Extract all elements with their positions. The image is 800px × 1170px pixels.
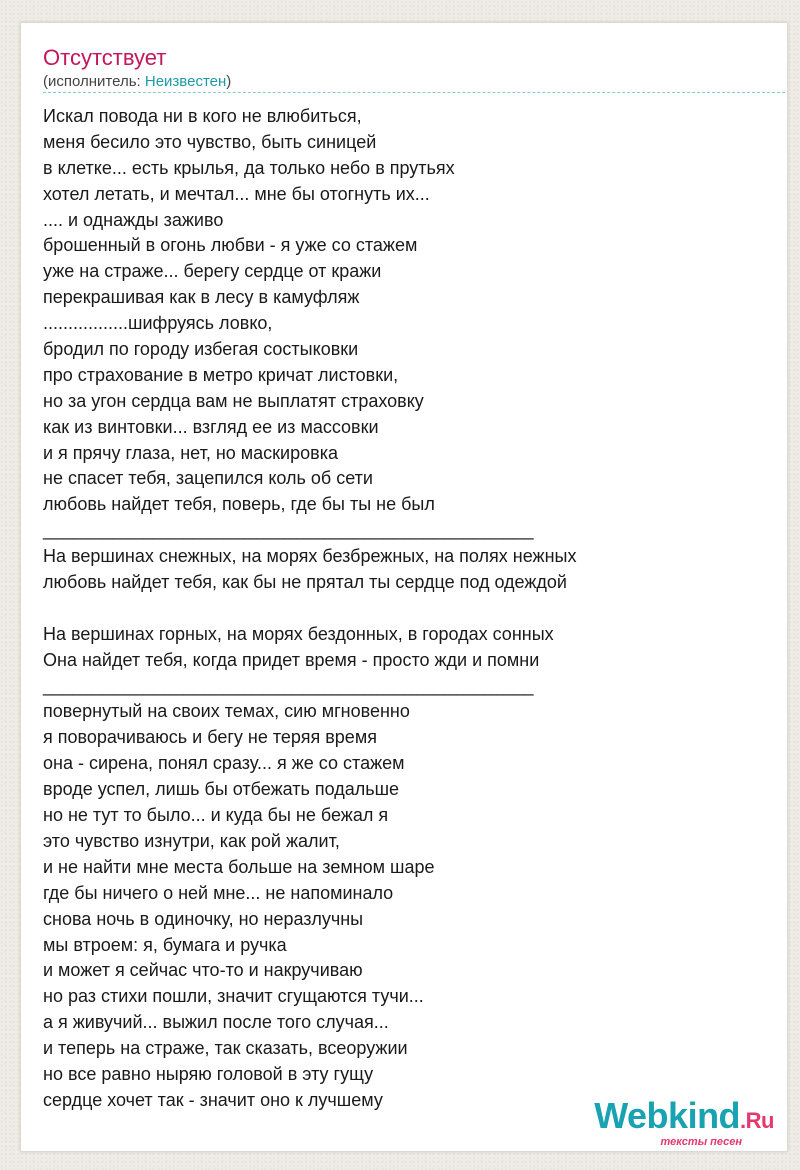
lyric-line: .................шифруясь ловко, xyxy=(43,313,273,334)
lyric-line: но все равно ныряю головой в эту гущу xyxy=(43,1063,374,1084)
lyric-line: Она найдет тебя, когда придет время - просто жди и помни xyxy=(43,649,540,670)
song-title: Отсутствует xyxy=(43,45,167,70)
artist-prefix: (исполнитель: xyxy=(43,73,145,90)
lyric-line: повернутый на своих темах, сию мгновенно xyxy=(43,701,410,722)
artist-suffix: ) xyxy=(226,73,232,90)
lyric-line: я поворачиваюсь и бегу не теряя время xyxy=(43,727,377,748)
lyric-line: вроде успел, лишь бы отбежать подальше xyxy=(43,779,400,800)
lyric-line: _________________________________________________ xyxy=(43,675,534,696)
lyric-line: и я прячу глаза, нет, но маскировка xyxy=(43,442,338,463)
lyric-line: любовь найдет тебя, как бы не прятал ты сердце под одеждой xyxy=(43,572,567,593)
lyric-line: сердце хочет так - значит оно к лучшему xyxy=(43,1089,383,1110)
lyric-line: как из винтовки... взгляд ее из массовки xyxy=(43,416,379,437)
logo-tld: .Ru xyxy=(740,1108,774,1133)
lyric-line: бродил по городу избегая состыковки xyxy=(43,339,359,360)
lyric-line: Искал повода ни в кого не влюбиться, xyxy=(43,106,362,126)
lyric-line: она - сирена, понял сразу... я же со стажем xyxy=(43,753,405,774)
lyric-line: На вершинах горных, на морях бездонных, в городах сонных xyxy=(43,623,554,644)
lyric-line: это чувство изнутри, как рой жалит, xyxy=(43,830,340,851)
lyric-line: любовь найдет тебя, поверь, где бы ты не был xyxy=(43,494,435,515)
lyric-line: перекрашивая как в лесу в камуфляж xyxy=(43,287,360,308)
lyric-line: хотел летать, и мечтал... мне бы отогнуть их... xyxy=(43,183,430,204)
lyrics-body xyxy=(43,104,576,1114)
logo-name: Webkind xyxy=(594,1095,741,1136)
lyric-line: но раз стихи пошли, значит сгущаются тучи... xyxy=(43,986,424,1007)
lyric-line: меня бесило это чувство, быть синицей xyxy=(43,131,377,152)
lyric-line: снова ночь в одиночку, но неразлучны xyxy=(43,908,364,929)
lyric-line: но за угон сердца вам не выплатят страховку xyxy=(43,390,424,411)
lyric-line: а я живучий... выжил после того случая... xyxy=(43,1012,389,1033)
lyric-line: _________________________________________________ xyxy=(43,520,534,541)
logo-tagline: тексты песен xyxy=(660,1136,742,1148)
header-divider xyxy=(43,92,785,93)
lyric-line: но не тут то было... и куда бы не бежал я xyxy=(43,805,389,826)
lyric-line: брошенный в огонь любви - я уже со стажем xyxy=(43,235,418,256)
logo-wordmark xyxy=(594,1095,774,1139)
lyric-line: уже на страже... берегу сердце от кражи xyxy=(43,261,382,282)
lyric-line: про страхование в метро кричат листовки, xyxy=(43,364,399,385)
artist-link[interactable]: Неизвестен xyxy=(144,73,227,90)
artist-line xyxy=(43,73,231,91)
lyric-line: .... и однажды заживо xyxy=(43,209,224,230)
lyric-line: На вершинах снежных, на морях безбрежных, на полях нежных xyxy=(43,546,577,567)
lyric-line: и теперь на страже, так сказать, всеоружии xyxy=(43,1038,408,1059)
lyric-line: не спасет тебя, зацепился коль об сети xyxy=(43,468,373,489)
lyric-line: в клетке... есть крылья, да только небо в прутьях xyxy=(43,157,455,178)
lyric-line: и не найти мне места больше на земном шаре xyxy=(43,856,435,877)
lyric-line xyxy=(43,596,576,622)
lyric-line: где бы ничего о ней мне... не напоминало xyxy=(43,882,394,903)
lyric-line: и может я сейчас что-то и накручиваю xyxy=(43,960,363,981)
webkind-logo xyxy=(594,1095,774,1148)
lyric-line: мы втроем: я, бумага и ручка xyxy=(43,934,287,955)
